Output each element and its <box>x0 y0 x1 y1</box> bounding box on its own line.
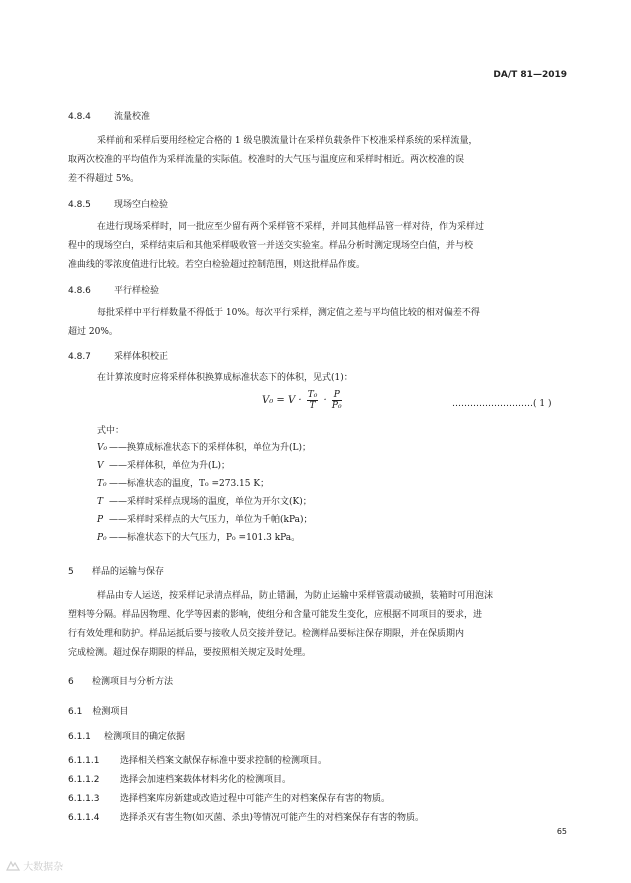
list-item <box>68 791 390 804</box>
definition-symbol: P₀ <box>97 533 107 543</box>
formula-dot: · <box>323 395 327 406</box>
definition-symbol: T <box>97 497 104 507</box>
fraction-denominator: T <box>309 401 316 411</box>
section-heading-4-8-7 <box>68 349 168 362</box>
list-item-text: 选择相关档案文献保存标准中要求控制的检测项目。 <box>120 756 328 766</box>
section-number: 5 <box>68 567 74 577</box>
equation-number: ………………………( 1 ) <box>452 399 552 409</box>
definition-row <box>97 476 269 489</box>
section-number: 6.1 <box>68 707 83 717</box>
page-number: 65 <box>556 827 567 836</box>
text-line: 在进行现场采样时，同一批应至少留有两个采样管不采样，并同其他样品管一样对待，作为采样过 <box>97 222 485 232</box>
watermark <box>6 858 63 873</box>
definition-row <box>97 494 312 507</box>
text-line: 差不得超过 5%。 <box>68 174 140 184</box>
text-line: 取两次校准的平均值作为采样流量的实际值。校准时的大气压与温度应和采样时相近。两次校准的误 <box>68 155 465 165</box>
section-heading-6 <box>68 674 173 687</box>
list-item-text: 选择杀灭有害生物(如灭菌、杀虫)等情况可能产生的对档案保存有害的物质。 <box>120 813 425 823</box>
text-line: 采样前和采样后要用经检定合格的 1 级皂膜流量计在采样负载条件下校准采样系统的采样流量， <box>97 136 478 146</box>
watermark-logo-icon <box>6 860 20 872</box>
paragraph-parallel-sample <box>68 304 564 342</box>
list-item-number: 6.1.1.1 <box>68 756 100 766</box>
paragraph-flow-calibration <box>68 132 564 189</box>
section-heading-6-1-1 <box>68 729 185 742</box>
section-title: 现场空白检验 <box>114 200 169 210</box>
section-title: 检测项目的确定依据 <box>104 732 186 742</box>
text-line: 准曲线的零浓度值进行比较。若空白检验超过控制范围，则这批样品作废。 <box>68 260 366 270</box>
definition-text: ——标准状态下的大气压力，P₀ =101.3 kPa。 <box>109 533 301 543</box>
fraction-numerator: P <box>333 390 340 400</box>
list-item <box>68 753 327 766</box>
section-number: 4.8.5 <box>68 200 91 210</box>
list-item-number: 6.1.1.4 <box>68 813 100 823</box>
fraction-temperature <box>307 390 319 411</box>
section-title: 平行样检验 <box>114 286 160 296</box>
definition-text: ——标准状态的温度，T₀ =273.15 K； <box>109 479 270 489</box>
section-heading-4-8-6 <box>68 283 159 296</box>
text-line: 超过 20%。 <box>68 327 118 337</box>
definition-row <box>97 530 300 543</box>
text-line: 每批采样中平行样数量不得低于 10%。每次平行采样，测定值之差与平均值比较的相对偏差不得 <box>97 308 480 318</box>
list-item-number: 6.1.1.3 <box>68 794 100 804</box>
definition-row <box>97 458 230 471</box>
definition-symbol: T₀ <box>97 479 107 489</box>
volume-formula <box>262 390 344 411</box>
fraction-denominator: P₀ <box>331 401 342 411</box>
definition-text: ——采样时采样点现场的温度，单位为开尔文(K)； <box>109 497 312 507</box>
definition-text: ——采样体积，单位为升(L)； <box>109 461 230 471</box>
paragraph-sample-transport <box>68 587 564 663</box>
text-line: 完成检测。超过保存期限的样品，要按照相关规定及时处理。 <box>68 648 312 658</box>
list-item <box>68 810 424 823</box>
watermark-text: 大数据杂 <box>23 862 64 873</box>
section-title: 流量校准 <box>114 112 151 122</box>
section-number: 6 <box>68 677 74 687</box>
text-line: 塑料等分隔。样品因物理、化学等因素的影响，使组分和含量可能发生变化，应根据不同项目的要求，进 <box>68 610 483 620</box>
list-item-text: 选择会加速档案载体材料劣化的检测项目。 <box>120 775 292 785</box>
text-line: 程中的现场空白，采样结束后和其他采样吸收管一并送交实验室。样品分析时测定现场空白值，并与校 <box>68 241 474 251</box>
section-number: 6.1.1 <box>68 732 91 742</box>
definition-symbol: P <box>97 515 104 525</box>
standard-code-header: DA/T 81—2019 <box>493 70 567 80</box>
formula-lhs: V₀ = V · <box>262 395 302 406</box>
section-heading-4-8-4 <box>68 109 150 122</box>
section-title: 检测项目与分析方法 <box>92 677 174 687</box>
section-number: 4.8.4 <box>68 112 91 122</box>
definition-row <box>97 440 311 453</box>
section-number: 4.8.6 <box>68 286 91 296</box>
where-label: 式中： <box>97 426 125 436</box>
section-title: 检测项目 <box>92 707 129 717</box>
section-title: 样品的运输与保存 <box>92 567 165 577</box>
list-item <box>68 772 291 785</box>
fraction-pressure <box>332 390 342 411</box>
list-item-text: 选择档案库房新建或改造过程中可能产生的对档案保存有害的物质。 <box>120 794 391 804</box>
list-item-number: 6.1.1.2 <box>68 775 100 785</box>
definition-symbol: V₀ <box>97 443 108 453</box>
section-heading-5 <box>68 564 164 577</box>
text-line: 行有效处理和防护。样品运抵后要与接收人员交接并登记。检测样品要标注保存期限，并在保质期内 <box>68 629 465 639</box>
formula-intro: 在计算浓度时应将采样体积换算成标准状态下的体积，见式(1)： <box>97 373 353 383</box>
definition-text: ——换算成标准状态下的采样体积，单位为升(L)； <box>109 443 312 453</box>
definition-symbol: V <box>97 461 104 471</box>
text-line: 样品由专人运送，按采样记录清点样品，防止错漏，为防止运输中采样管震动破损，装箱时可用泡沫 <box>97 591 494 601</box>
section-heading-6-1 <box>68 704 128 717</box>
section-number: 4.8.7 <box>68 352 91 362</box>
definition-text: ——采样时采样点的大气压力，单位为千帕(kPa)； <box>109 515 313 525</box>
fraction-numerator: T₀ <box>307 390 318 400</box>
section-title: 采样体积校正 <box>114 352 169 362</box>
section-heading-4-8-5 <box>68 197 168 210</box>
paragraph-field-blank <box>68 218 564 275</box>
definition-row <box>97 512 313 525</box>
